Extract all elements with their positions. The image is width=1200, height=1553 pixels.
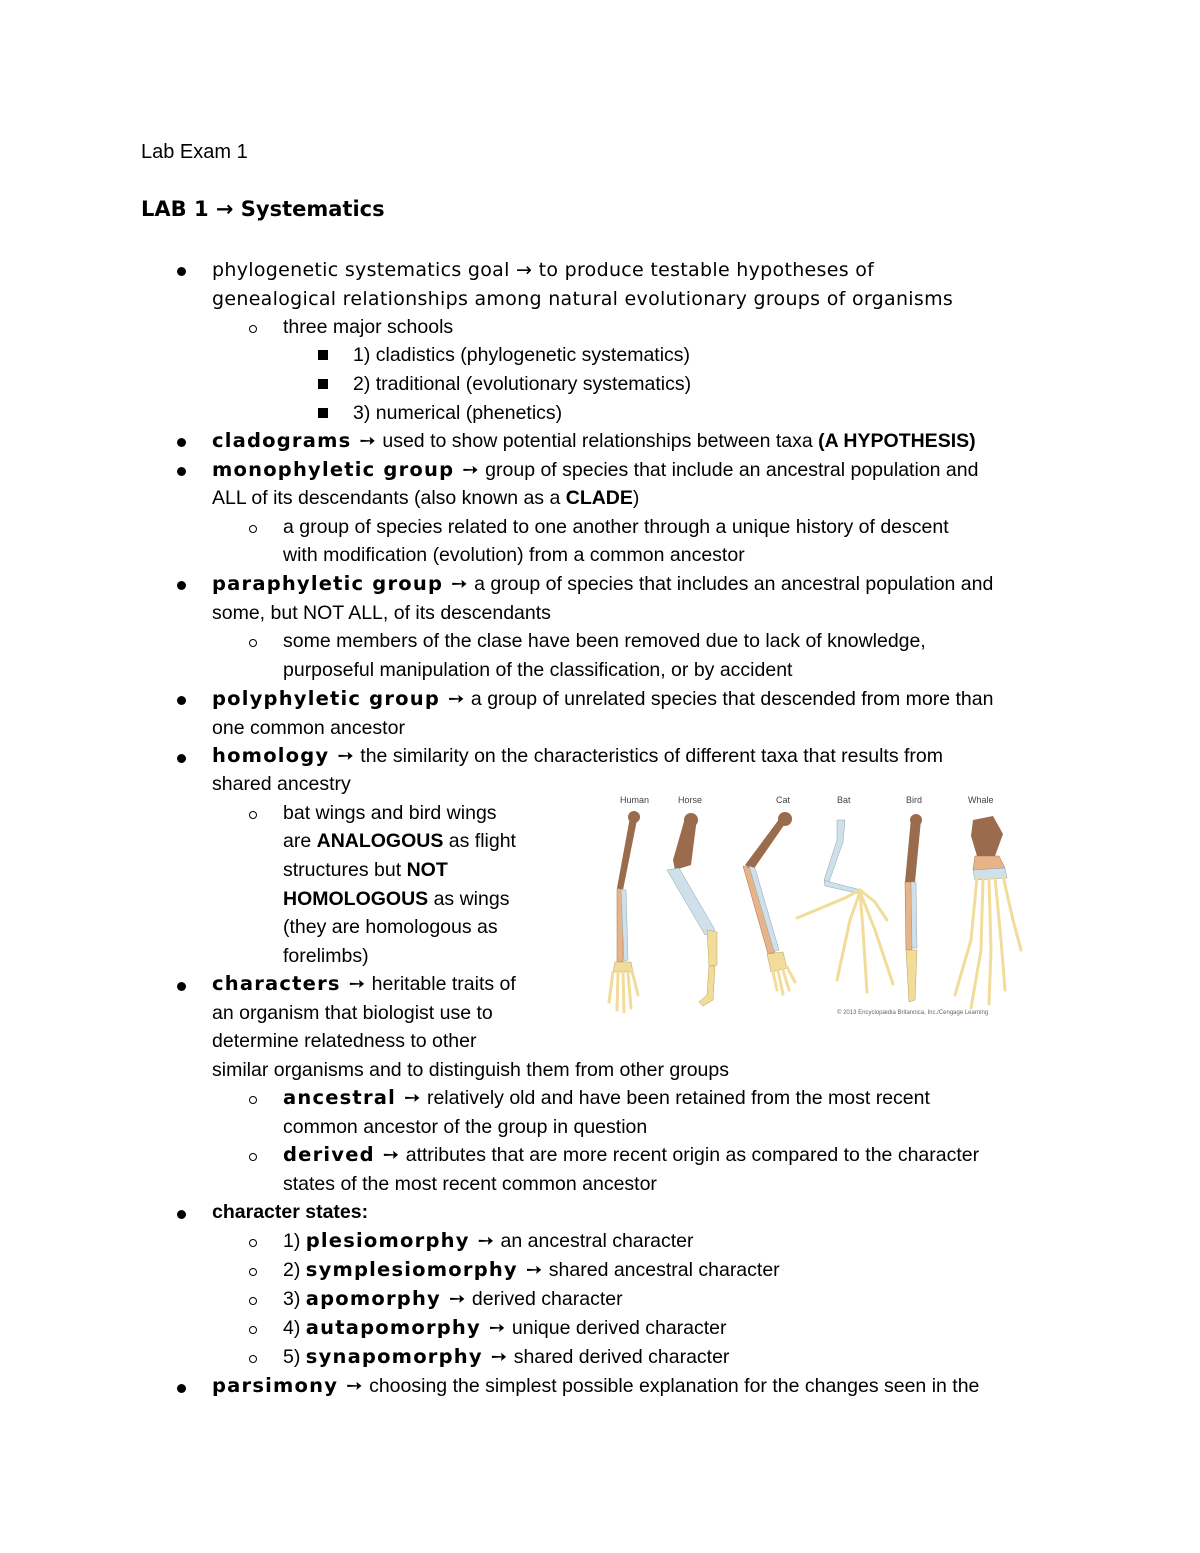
list-item-continuation: common ancestor of the group in question [283, 1116, 648, 1138]
figure-label-horse: Horse [678, 795, 703, 805]
square-bullet-icon [318, 379, 328, 389]
list-item: phylogenetic systematics goal → to produce testable hypotheses of [212, 259, 875, 281]
figure-label-bat: Bat [837, 795, 851, 805]
figure-label-whale: Whale [968, 795, 994, 805]
list-item: 1) cladistics (phylogenetic systematics) [353, 344, 691, 366]
bird-forelimb-icon [905, 814, 922, 1002]
list-item-continuation: shared ancestry [212, 773, 351, 795]
list-item-continuation: genealogical relationships among natural evolutionary groups of organisms [212, 288, 954, 310]
list-item: characters ➙ heritable traits of [212, 972, 516, 995]
hollow-bullet-icon [249, 1153, 257, 1161]
list-item: a group of species related to one another through a unique history of descent [283, 516, 949, 538]
list-item-continuation: with modification (evolution) from a common ancestor [283, 544, 745, 566]
list-item: 3) numerical (phenetics) [353, 402, 563, 424]
whale-forelimb-icon [955, 816, 1021, 1008]
list-item: paraphyletic group ➙ a group of species that includes an ancestral population and [212, 572, 994, 595]
list-item: 3) apomorphy ➙ derived character [283, 1287, 623, 1310]
figure-credit: © 2013 Encyclopædia Britannica, Inc./Cengage Learning [837, 1010, 989, 1016]
bullet-icon [177, 982, 186, 991]
horse-forelimb-icon [667, 813, 717, 1006]
bullet-icon [177, 438, 186, 447]
list-item: homology ➙ the similarity on the characteristics of different taxa that results from [212, 744, 944, 767]
bullet-icon [177, 1384, 186, 1393]
bullet-icon [177, 467, 186, 476]
hollow-bullet-icon [249, 1355, 257, 1363]
square-bullet-icon [318, 408, 328, 418]
list-item-continuation: structures but NOT [283, 859, 448, 881]
list-item-continuation: are ANALOGOUS as flight [283, 830, 516, 852]
list-item-continuation: HOMOLOGOUS as wings [283, 888, 510, 910]
list-item: 4) autapomorphy ➙ unique derived character [283, 1316, 727, 1339]
bullet-icon [177, 1210, 186, 1219]
hollow-bullet-icon [249, 811, 257, 819]
list-item: some members of the clase have been removed due to lack of knowledge, [283, 630, 926, 652]
list-item-continuation: forelimbs) [283, 945, 369, 967]
list-item-continuation: one common ancestor [212, 717, 405, 739]
list-item: three major schools [283, 316, 454, 338]
list-item: parsimony ➙ choosing the simplest possible explanation for the changes seen in the [212, 1374, 980, 1397]
list-item: monophyletic group ➙ group of species that include an ancestral population and [212, 458, 979, 481]
list-item: polyphyletic group ➙ a group of unrelated species that descended from more than [212, 687, 994, 710]
forelimb-homology-figure [575, 790, 1025, 1020]
hollow-bullet-icon [249, 1297, 257, 1305]
hollow-bullet-icon [249, 639, 257, 647]
list-item: character states: [212, 1201, 369, 1223]
list-item: bat wings and bird wings [283, 802, 497, 824]
bat-forelimb-icon [797, 820, 893, 992]
bullet-icon [177, 581, 186, 590]
list-item-continuation: determine relatedness to other [212, 1030, 477, 1052]
human-forelimb-icon [609, 811, 640, 1012]
list-item: ancestral ➙ relatively old and have been retained from the most recent [283, 1086, 930, 1109]
hollow-bullet-icon [249, 1096, 257, 1104]
figure-label-human: Human [620, 795, 650, 805]
list-item: 2) symplesiomorphy ➙ shared ancestral character [283, 1258, 780, 1281]
bullet-icon [177, 267, 186, 276]
list-item: cladograms ➙ used to show potential relationships between taxa (A HYPOTHESIS) [212, 429, 976, 452]
list-item-continuation: similar organisms and to distinguish them from other groups [212, 1059, 729, 1081]
list-item: 2) traditional (evolutionary systematics) [353, 373, 692, 395]
list-item-continuation: (they are homologous as [283, 916, 498, 938]
list-item-continuation: an organism that biologist use to [212, 1002, 493, 1024]
list-item-continuation: purposeful manipulation of the classification, or by accident [283, 659, 793, 681]
hollow-bullet-icon [249, 1239, 257, 1247]
list-item-continuation: some, but NOT ALL, of its descendants [212, 602, 551, 624]
list-item: 5) synapomorphy ➙ shared derived character [283, 1345, 730, 1368]
hollow-bullet-icon [249, 1326, 257, 1334]
hollow-bullet-icon [249, 325, 257, 333]
bullet-icon [177, 696, 186, 705]
figure-label-cat: Cat [776, 795, 791, 805]
lab-heading: LAB 1 → Systematics [141, 197, 385, 221]
hollow-bullet-icon [249, 1268, 257, 1276]
figure-label-bird: Bird [906, 795, 923, 805]
list-item: derived ➙ attributes that are more recent origin as compared to the character [283, 1143, 980, 1166]
square-bullet-icon [318, 350, 328, 360]
list-item-continuation: states of the most recent common ancestor [283, 1173, 657, 1195]
list-item-continuation: ALL of its descendants (also known as a CLADE) [212, 487, 640, 509]
hollow-bullet-icon [249, 525, 257, 533]
document-title: Lab Exam 1 [141, 141, 248, 163]
cat-forelimb-icon [743, 812, 795, 994]
list-item: 1) plesiomorphy ➙ an ancestral character [283, 1229, 694, 1252]
bullet-icon [177, 754, 186, 763]
